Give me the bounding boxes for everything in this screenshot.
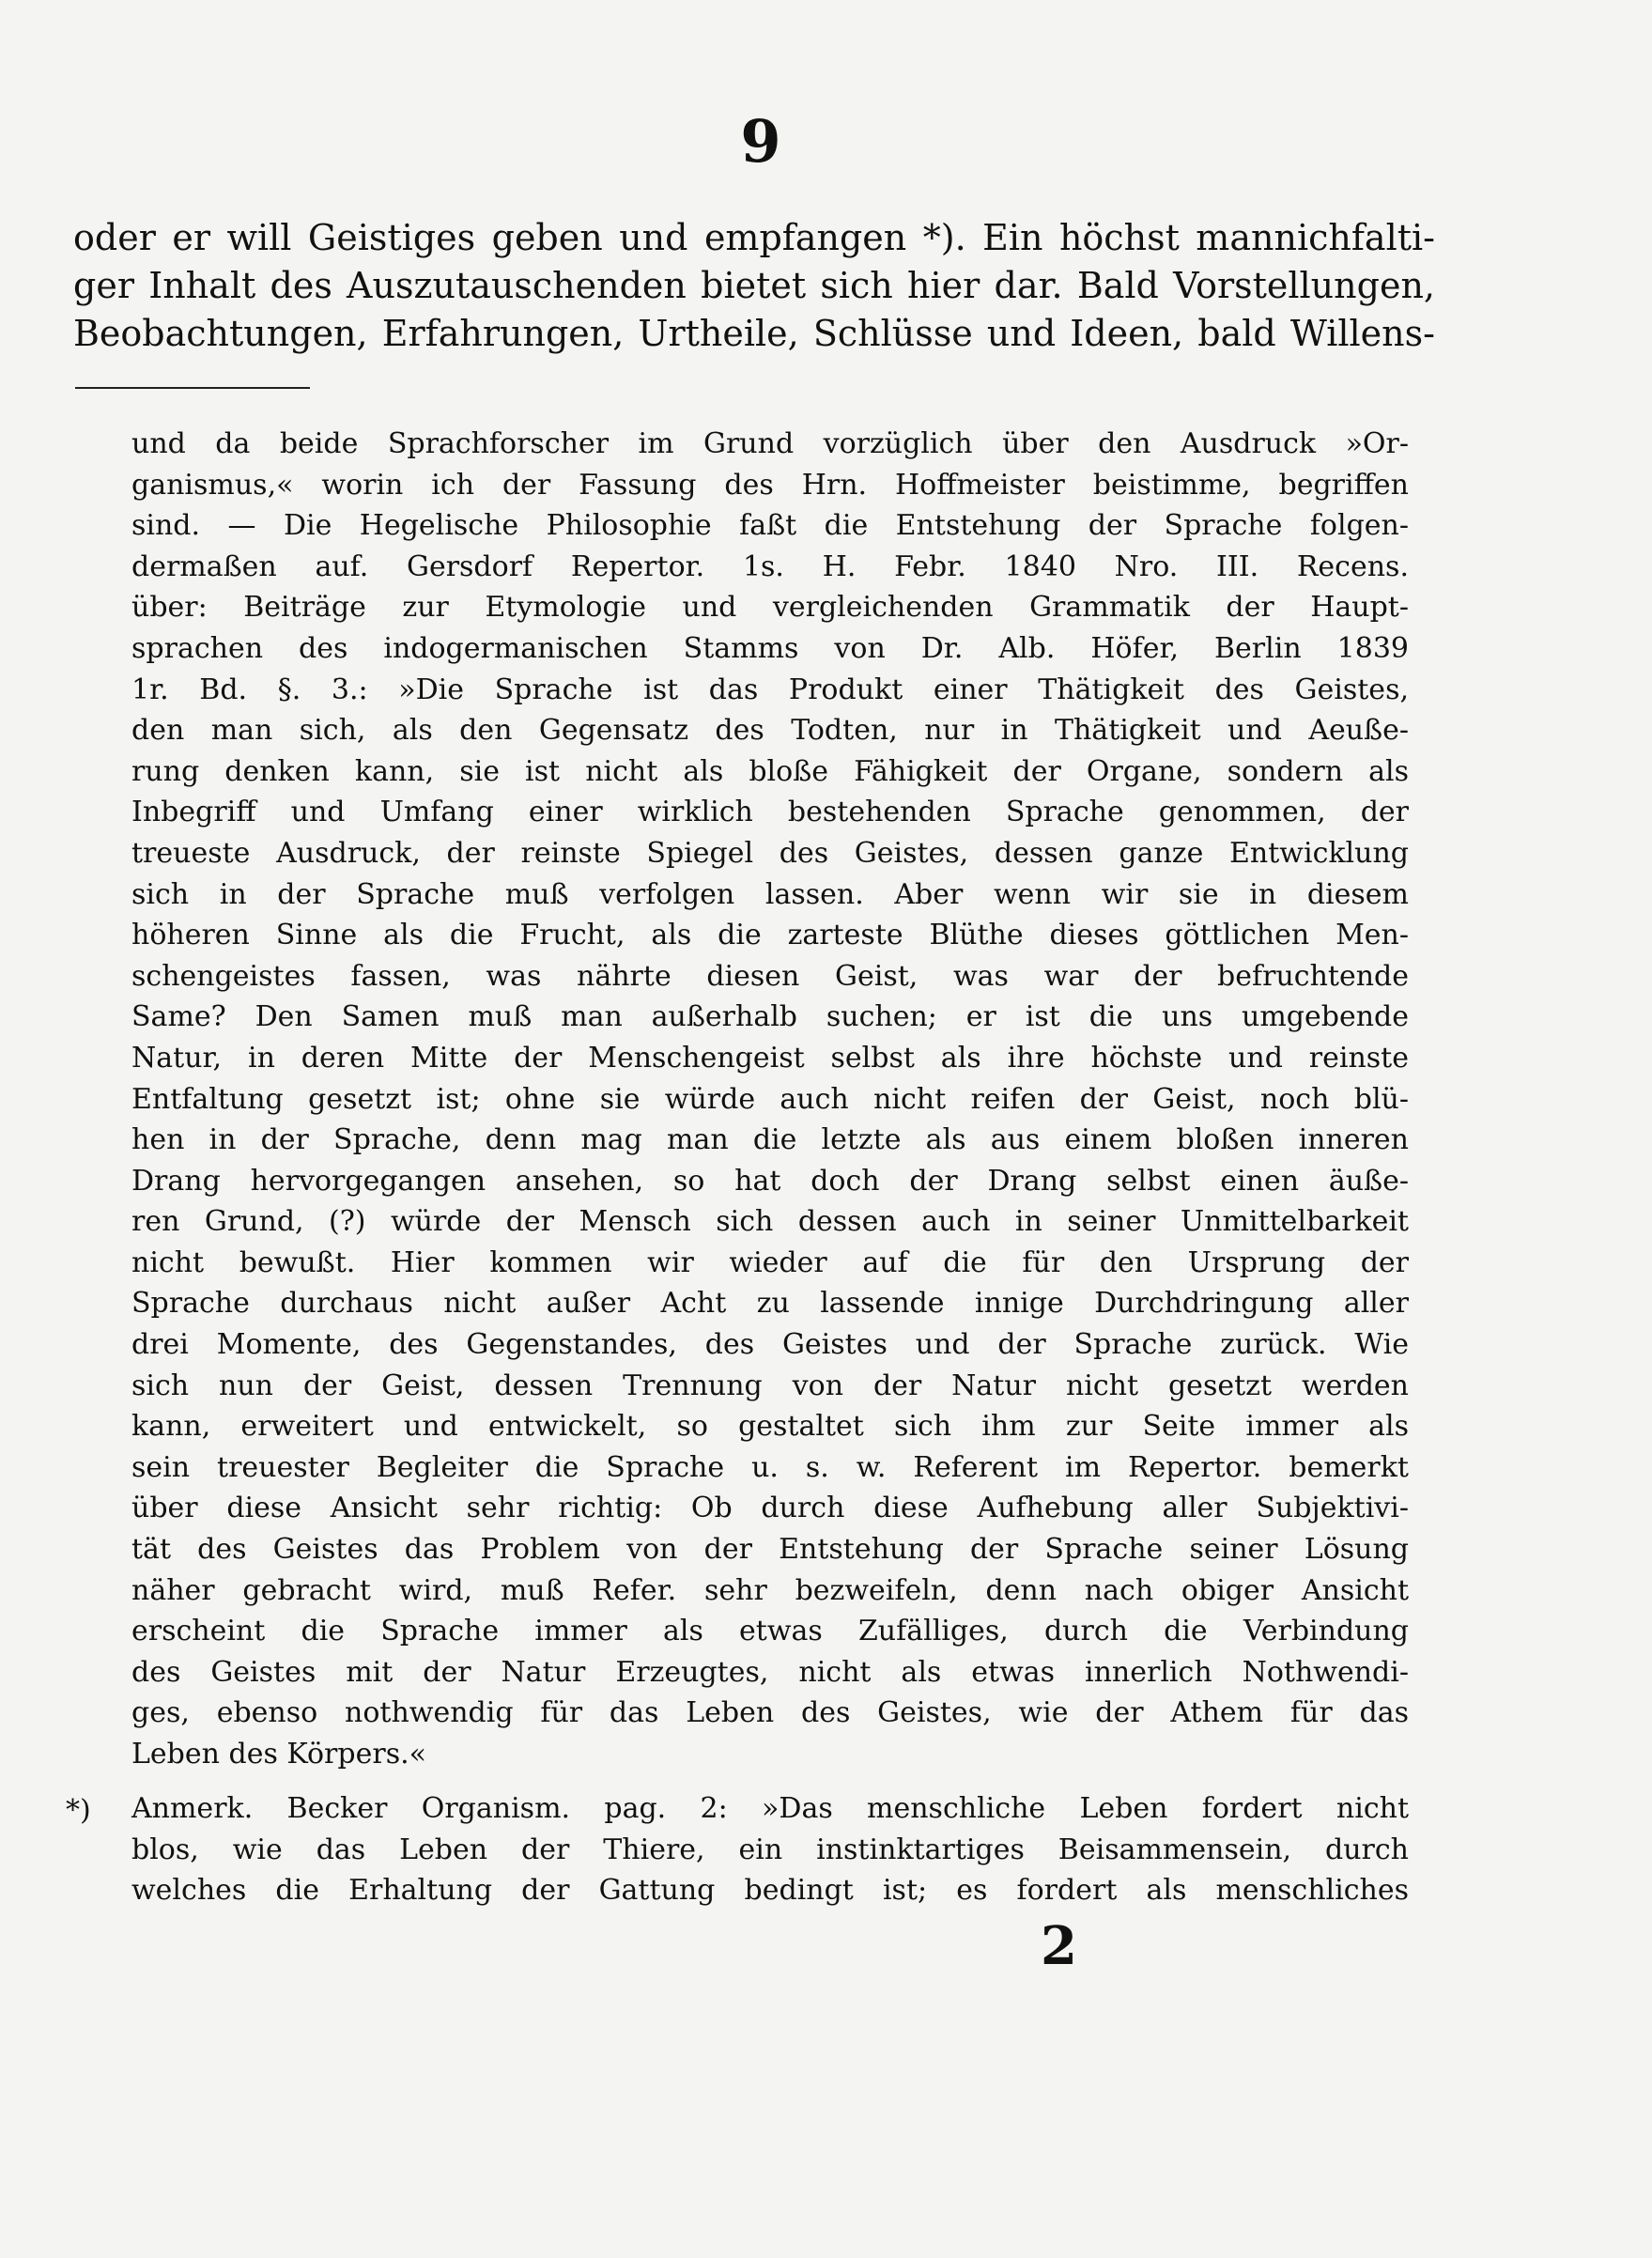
note-line: Same? Den Samen muß man außerhalb suchen; er ist die uns umgebende xyxy=(131,1000,1409,1034)
footnote-line: welches die Erhaltung der Gattung bedingt ist; es fordert als menschliches xyxy=(131,1874,1409,1908)
note-line: ganismus,« worin ich der Fassung des Hrn. Hoffmeister beistimme, begriffen xyxy=(131,468,1409,502)
footnote-line: Anmerk. Becker Organism. pag. 2: »Das menschliche Leben fordert nicht xyxy=(131,1792,1409,1825)
note-line: näher gebracht wird, muß Refer. sehr bezweifeln, denn nach obiger Ansicht xyxy=(131,1573,1409,1607)
note-line: treueste Ausdruck, der reinste Spiegel des Geistes, dessen ganze Entwicklung xyxy=(131,836,1409,870)
note-line: erscheint die Sprache immer als etwas Zufälliges, durch die Verbindung xyxy=(131,1615,1409,1648)
note-line: höheren Sinne als die Frucht, als die zarteste Blüthe dieses göttlichen Men- xyxy=(131,919,1409,952)
note-line: den man sich, als den Gegensatz des Todten, nur in Thätigkeit und Aeuße- xyxy=(131,714,1409,748)
main-text xyxy=(73,214,1435,358)
note-line: rung denken kann, sie ist nicht als bloße Fähigkeit der Organe, sondern als xyxy=(131,754,1409,788)
note-line: Entfaltung gesetzt ist; ohne sie würde auch nicht reifen der Geist, noch blü- xyxy=(131,1082,1409,1116)
note-line: über: Beiträge zur Etymologie und vergleichenden Grammatik der Haupt- xyxy=(131,591,1409,625)
footnote-line: blos, wie das Leben der Thiere, ein instinktartiges Beisammensein, durch xyxy=(131,1833,1409,1866)
footnote xyxy=(131,1788,1409,1911)
main-text-line: Beobachtungen, Erfahrungen, Urtheile, Schlüsse und Ideen, bald Willens- xyxy=(73,313,1435,354)
note-line: kann, erweitert und entwickelt, so gestaltet sich ihm zur Seite immer als xyxy=(131,1410,1409,1444)
note-line: sein treuester Begleiter die Sprache u. s. w. Referent im Repertor. bemerkt xyxy=(131,1450,1409,1484)
signature-mark: 2 xyxy=(1041,1915,1077,1977)
note-line: des Geistes mit der Natur Erzeugtes, nicht als etwas innerlich Nothwendi- xyxy=(131,1655,1409,1689)
note-line: sich in der Sprache muß verfolgen lassen. Aber wenn wir sie in diesem xyxy=(131,877,1409,911)
continued-footnote xyxy=(131,424,1409,1775)
note-line: ges, ebenso nothwendig für das Leben des Geistes, wie der Athem für das xyxy=(131,1696,1409,1730)
footnote-separator-rule xyxy=(75,387,310,389)
note-line: Leben des Körpers.« xyxy=(131,1738,426,1771)
note-line: ren Grund, (?) würde der Mensch sich dessen auch in seiner Unmittelbarkeit xyxy=(131,1205,1409,1239)
note-line: Inbegriff und Umfang einer wirklich bestehenden Sprache genommen, der xyxy=(131,796,1409,829)
note-line: 1r. Bd. §. 3.: »Die Sprache ist das Produkt einer Thätigkeit des Geistes, xyxy=(131,673,1409,706)
main-text-line: ger Inhalt des Auszutauschenden bietet sich hier dar. Bald Vorstellungen, xyxy=(73,265,1435,306)
page-number: 9 xyxy=(740,107,781,176)
note-line: Drang hervorgegangen ansehen, so hat doch der Drang selbst einen äuße- xyxy=(131,1164,1409,1198)
note-line: sind. — Die Hegelische Philosophie faßt die Entstehung der Sprache folgen- xyxy=(131,509,1409,543)
note-line: tät des Geistes das Problem von der Entstehung der Sprache seiner Lösung xyxy=(131,1533,1409,1567)
note-line: Natur, in deren Mitte der Menschengeist selbst als ihre höchste und reinste xyxy=(131,1041,1409,1075)
note-line: nicht bewußt. Hier kommen wir wieder auf die für den Ursprung der xyxy=(131,1245,1409,1279)
note-line: über diese Ansicht sehr richtig: Ob durch diese Aufhebung aller Subjektivi- xyxy=(131,1492,1409,1525)
note-line: schengeistes fassen, was nährte diesen Geist, was war der befruchtende xyxy=(131,959,1409,993)
note-line: dermaßen auf. Gersdorf Repertor. 1s. H. Febr. 1840 Nro. III. Recens. xyxy=(131,549,1409,583)
main-text-line: oder er will Geistiges geben und empfangen *). Ein höchst mannichfalti- xyxy=(73,217,1435,258)
note-line: sich nun der Geist, dessen Trennung von der Natur nicht gesetzt werden xyxy=(131,1369,1409,1402)
footnote-marker: *) xyxy=(66,1794,91,1827)
note-line: sprachen des indogermanischen Stamms von Dr. Alb. Höfer, Berlin 1839 xyxy=(131,631,1409,665)
note-line: hen in der Sprache, denn mag man die letzte als aus einem bloßen inneren xyxy=(131,1123,1409,1157)
note-line: und da beide Sprachforscher im Grund vorzüglich über den Ausdruck »Or- xyxy=(131,427,1409,460)
note-line: drei Momente, des Gegenstandes, des Geistes und der Sprache zurück. Wie xyxy=(131,1328,1409,1362)
note-line: Sprache durchaus nicht außer Acht zu lassende innige Durchdringung aller xyxy=(131,1287,1409,1321)
